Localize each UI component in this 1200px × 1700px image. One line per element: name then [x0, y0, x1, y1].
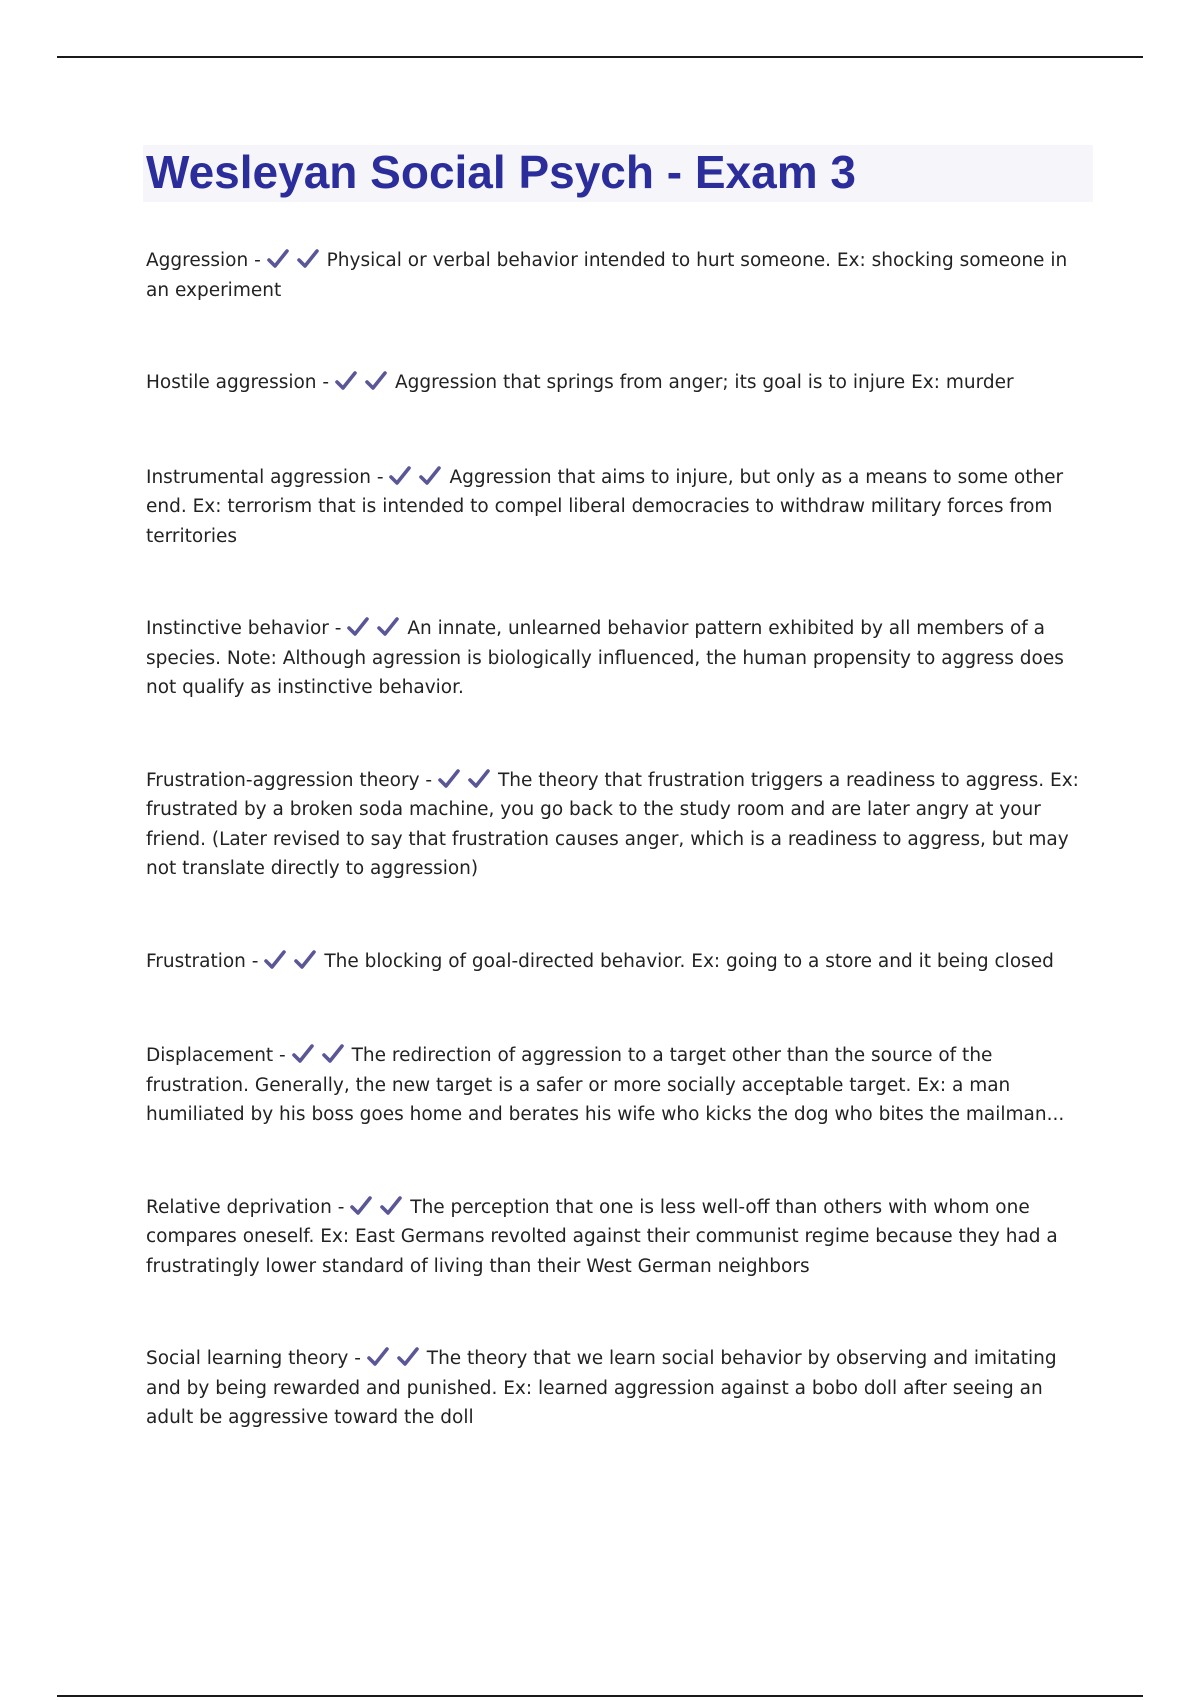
entry-definition: Physical or verbal behavior intended to hurt someone. Ex: shocking someone in an experiment: [146, 250, 1068, 301]
entry-term: Aggression -: [146, 250, 267, 271]
page-title: Wesleyan Social Psych - Exam 3: [146, 146, 856, 198]
checkmark-icon: [297, 249, 322, 269]
entry-term: Hostile aggression -: [146, 372, 335, 393]
checkmark-icon: [267, 249, 292, 269]
entry-term: Instinctive behavior -: [146, 618, 348, 639]
checkmark-icon: [389, 466, 414, 486]
entry-instinctive-behavior: [146, 614, 1091, 703]
entry-term: Instrumental aggression -: [146, 466, 390, 488]
checkmark-icon: [264, 950, 289, 970]
entry-term: Displacement -: [146, 1045, 292, 1066]
entry-term: Frustration-aggression theory -: [146, 769, 438, 791]
checkmark-icon: [367, 1347, 392, 1367]
checkmark-icon: [365, 371, 390, 391]
checkmark-icon: [438, 769, 463, 789]
entry-frustration: [146, 947, 1091, 977]
entry-definition: The theory that we learn social behavior by observing and imitating and by being rewarded and punished. Ex: learned aggression against a bobo doll after seeing an adult be aggressive toward the doll: [146, 1348, 1057, 1428]
entry-definition: An innate, unlearned behavior pattern exhibited by all members of a species. Note: Although agression is biologically influenced, the human propensity to aggress does not qualify as instinctive behavior.: [146, 618, 1064, 698]
bottom-rule: [57, 1695, 1143, 1697]
entry-definition: Aggression that aims to injure, but only as a means to some other end. Ex: terrorism that is intended to compel liberal democracies to withdraw military forces from territories: [146, 466, 1064, 547]
checkmark-icon: [322, 1044, 347, 1064]
entry-term: Relative deprivation -: [146, 1196, 351, 1218]
checkmark-icon: [294, 950, 319, 970]
entry-relative-deprivation: [146, 1193, 1091, 1282]
entry-definition: The blocking of goal-directed behavior. Ex: going to a store and it being closed: [324, 950, 1054, 972]
checkmark-icon: [347, 617, 372, 637]
entry-definition: The theory that frustration triggers a readiness to aggress. Ex: frustrated by a broken soda machine, you go back to the study room and are later angry at your friend. (Later revised to say that frustration causes anger, which is a readiness to aggress, but may not translate directly to aggression): [146, 769, 1079, 879]
entry-social-learning-theory: [146, 1344, 1091, 1433]
flashcard-list: [146, 246, 1091, 1433]
entry-frustration-aggression-theory: [146, 766, 1091, 884]
checkmark-icon: [335, 371, 360, 391]
checkmark-icon: [350, 1196, 375, 1216]
entry-aggression: [146, 246, 1091, 305]
entry-definition: The perception that one is less well-off than others with whom one compares oneself. Ex: East Germans revolted against their communist regime because they had a frustratingly lower standard of living than their West German neighbors: [146, 1196, 1058, 1277]
entry-term: Social learning theory -: [146, 1348, 367, 1369]
checkmark-icon: [380, 1196, 405, 1216]
checkmark-icon: [468, 769, 493, 789]
top-rule: [57, 56, 1143, 58]
entry-definition: Aggression that springs from anger; its goal is to injure Ex: murder: [394, 372, 1014, 393]
entry-term: Frustration -: [146, 950, 265, 972]
entry-displacement: [146, 1041, 1091, 1130]
checkmark-icon: [397, 1347, 422, 1367]
checkmark-icon: [292, 1044, 317, 1064]
entry-definition: The redirection of aggression to a target other than the source of the frustration. Generally, the new target is a safer or more socially acceptable target. Ex: a man humiliated by his boss goes home and berates his wife who kicks the dog who bites the mailman...: [146, 1045, 1065, 1125]
entry-instrumental-aggression: [146, 463, 1091, 552]
checkmark-icon: [419, 466, 444, 486]
checkmark-icon: [377, 617, 402, 637]
entry-hostile-aggression: [146, 368, 1091, 398]
